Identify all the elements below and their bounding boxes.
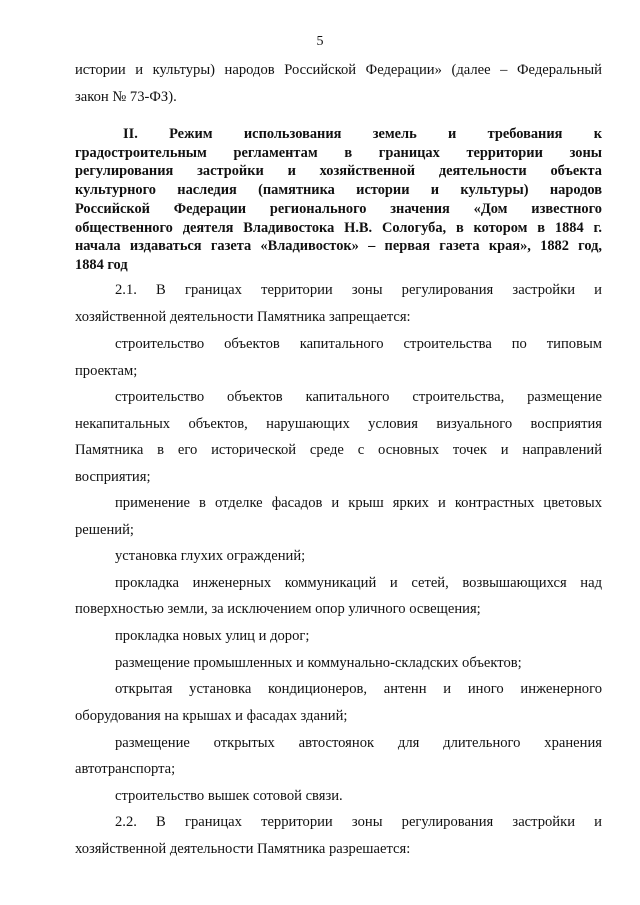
list-item-line: установка глухих ограждений; bbox=[115, 548, 306, 564]
list-item-line: применение в отделке фасадов и крыш ярких и контрастных цветовых bbox=[115, 495, 602, 511]
heading-line: II. Режим использования земель и требования к bbox=[123, 126, 602, 142]
heading-line: культурного наследия (памятника истории и культуры) народов bbox=[75, 182, 602, 199]
page-number: 5 bbox=[316, 34, 324, 49]
list-item-line: Памятника в его исторической среде с основных точек и направлений bbox=[75, 442, 602, 458]
paragraph-2-2-line-1: 2.2. В границах территории зоны регулирования застройки и bbox=[115, 814, 602, 830]
heading-line: 1884 год bbox=[75, 256, 128, 273]
paragraph-2-1-line-2: хозяйственной деятельности Памятника запрещается: bbox=[75, 309, 411, 325]
list-item-line: некапитальных объектов, нарушающих условия визуального восприятия bbox=[75, 416, 602, 432]
heading-line: Российской Федерации регионального значения «Дом известного bbox=[75, 200, 602, 217]
list-item-line: открытая установка кондиционеров, антенн и иного инженерного bbox=[115, 681, 602, 697]
list-item-line: проектам; bbox=[75, 363, 138, 379]
list-item-line: строительство вышек сотовой связи. bbox=[115, 788, 343, 804]
list-item-line: размещение промышленных и коммунально-складских объектов; bbox=[115, 655, 522, 671]
heading-line: регулирования застройки и хозяйственной деятельности объекта bbox=[75, 163, 602, 180]
intro-line-1: истории и культуры) народов Российской Федерации» (далее – Федеральный bbox=[75, 62, 602, 78]
paragraph-2-1-line-1: 2.1. В границах территории зоны регулирования застройки и bbox=[115, 282, 602, 298]
list-item-line: оборудования на крышах и фасадах зданий; bbox=[75, 708, 348, 724]
list-item-line: прокладка инженерных коммуникаций и сетей, возвышающихся над bbox=[115, 575, 602, 591]
intro-line-2: закон № 73-ФЗ). bbox=[75, 89, 177, 105]
heading-line: начала издаваться газета «Владивосток» – первая газета края», 1882 год, bbox=[75, 238, 602, 255]
list-item-line: восприятия; bbox=[75, 469, 151, 485]
paragraph-2-2-line-2: хозяйственной деятельности Памятника разрешается: bbox=[75, 841, 411, 857]
list-item-line: поверхностью земли, за исключением опор уличного освещения; bbox=[75, 601, 481, 617]
heading-line: градостроительным регламентам в границах территории зоны bbox=[75, 144, 602, 161]
list-item-line: решений; bbox=[75, 522, 134, 538]
section-heading bbox=[75, 125, 602, 275]
list-item-line: прокладка новых улиц и дорог; bbox=[115, 628, 310, 644]
list-item-line: строительство объектов капитального строительства по типовым bbox=[115, 336, 602, 352]
list-item-line: размещение открытых автостоянок для длительного хранения bbox=[115, 735, 602, 751]
heading-line: общественного деятеля Владивостока Н.В. Сологуба, в котором в 1884 г. bbox=[75, 219, 602, 236]
list-item-line: строительство объектов капитального строительства, размещение bbox=[115, 389, 602, 405]
list-item-line: автотранспорта; bbox=[75, 761, 176, 777]
